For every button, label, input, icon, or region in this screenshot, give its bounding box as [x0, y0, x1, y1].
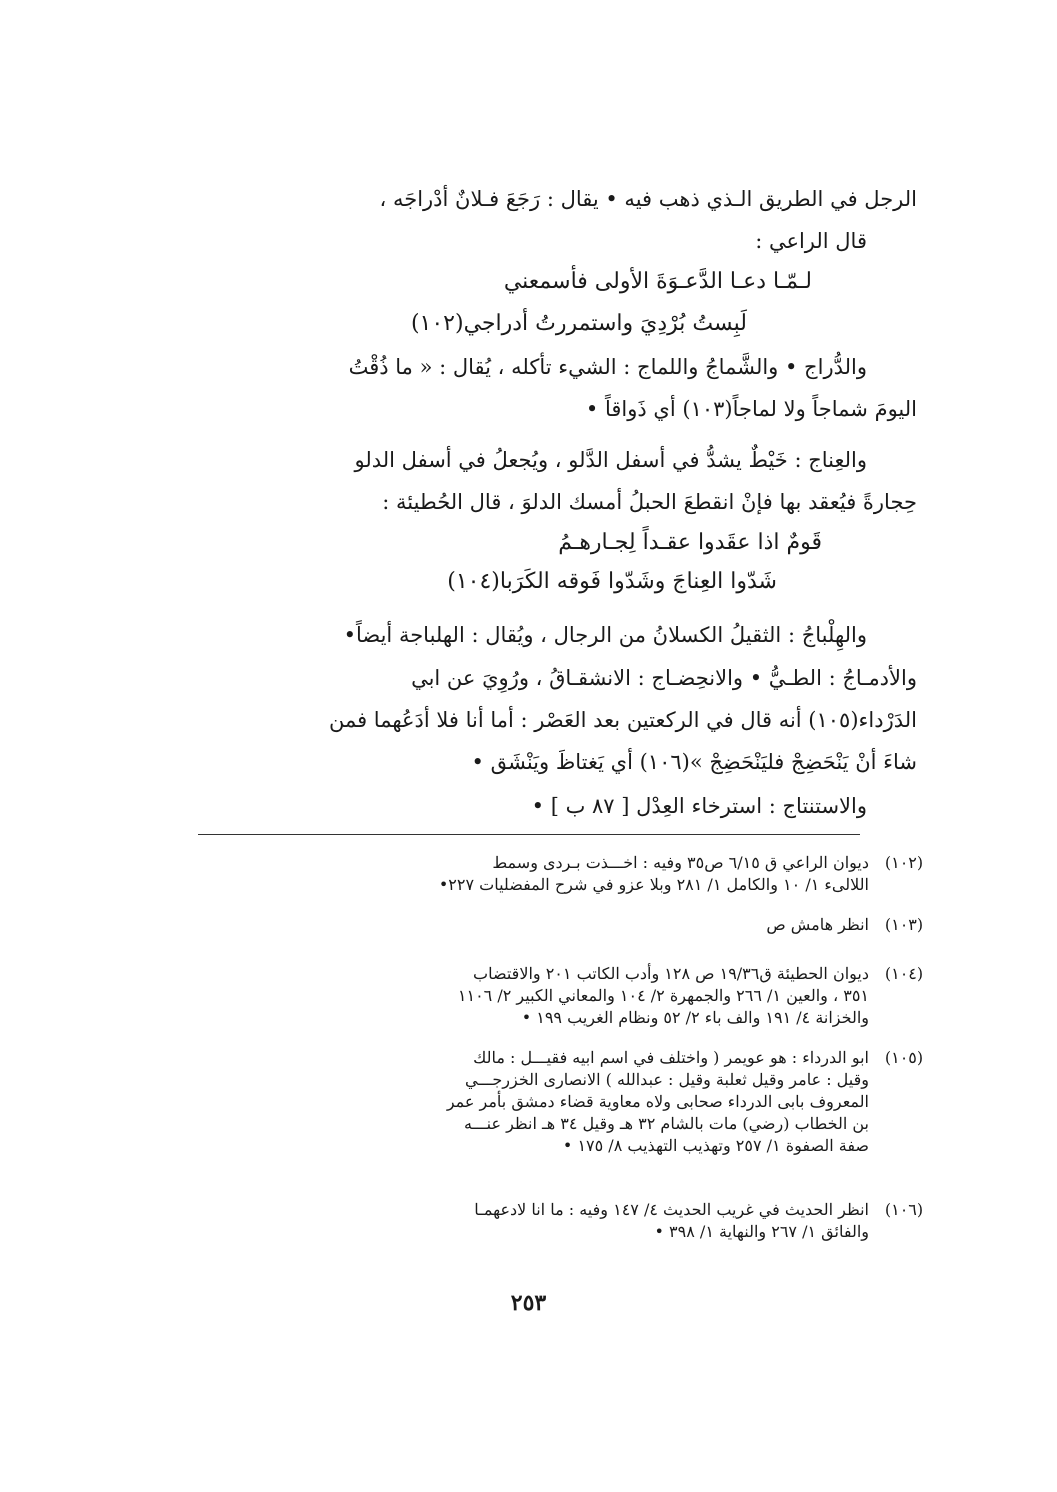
footnote-line: ديوان الحطيئة ق١٩/٣٦ ص ١٢٨ وأدب الكاتب ٢٠١ والاقتضاب — [473, 964, 869, 983]
footnote-text — [190, 852, 869, 896]
footnote-text — [190, 1199, 869, 1243]
body-line: حِجارةً فيُعقد بها فإنْ انقطعَ الحبلُ أمسك الدلوَ ، قال الحُطيئة : — [382, 490, 917, 514]
footnote-line: صفة الصفوة ١/ ٢٥٧ وتهذيب التهذيب ٨/ ١٧٥ • — [562, 1136, 869, 1155]
body-line: والأدمـاجُ : الطـيُّ • والانحِضـاج : الانشقـاقُ ، ورُوِيَ عن ابي — [411, 666, 917, 690]
footnote — [190, 963, 924, 1029]
footnote-line: والخزانة ٤/ ١٩١ والف باء ٢/ ٥٢ ونظام الغريب ١٩٩ • — [521, 1008, 869, 1027]
footnote-line: بن الخطاب (رضي) مات بالشام ٣٢ هـ وقيل ٣٤ هـ انظر عنـــه — [464, 1114, 869, 1133]
footnote-text — [190, 914, 869, 936]
footnote-number: (١٠٥) — [884, 1048, 924, 1067]
footnote — [190, 914, 924, 936]
body-line: اليومَ شماجاً ولا لماجاً(١٠٣) أي ذَواقاً • — [585, 397, 917, 421]
footnote-line: اللالىء ١/ ١٠ والكامل ١/ ٢٨١ وبلا عزو في شرح المفضليات ٢٢٧• — [438, 875, 869, 894]
footnote-number: (١٠٣) — [884, 915, 924, 934]
footnote-text — [190, 963, 869, 1029]
footnote-line: المعروف بابى الدرداء صحابى ولاه معاوية قضاء دمشق بأمر عمر — [446, 1092, 869, 1111]
body-line: والعِناج : خَيْطٌ يشدُّ في أسفل الدَّلو ، ويُجعلُ في أسفل الدلو — [354, 448, 867, 472]
footnote-line: ٣٥١ ، والعين ١/ ٢٦٦ والجمهرة ٢/ ١٠٤ والمعاني الكبير ٢/ ١١٠٦ — [457, 986, 869, 1005]
footnote — [190, 1047, 924, 1157]
footnote-line: والفائق ١/ ٢٦٧ والنهاية ١/ ٣٩٨ • — [654, 1222, 869, 1241]
verse-line: لـمّـا دعـا الدَّعـوَةَ الأولى فأسمعني — [503, 269, 812, 294]
footnote-line: انظر الحديث في غريب الحديث ٤/ ١٤٧ وفيه : ما انا لادعهمـا — [474, 1200, 869, 1219]
footnote-separator — [198, 834, 860, 835]
verse-line: قَومٌ اذا عقَدوا عقـداً لِجـارهـمُ — [558, 530, 822, 555]
footnote-number: (١٠٢) — [884, 853, 924, 872]
body-line: شاءَ أنْ يَنْحَضِجْ فليَنْحَضِجْ »(١٠٦) أي يَغتاظَ ويَنْشَق • — [471, 750, 917, 774]
body-line: والاستنتاج : استرخاء العِدْل [ ٨٧ ب ] • — [531, 794, 867, 818]
footnote-line: وقيل : عامر وقيل ثعلبة وقيل : عبدالله ) الانصارى الخزرجـــي — [464, 1070, 869, 1089]
footnote-text — [190, 1047, 869, 1157]
footnote-number: (١٠٤) — [884, 964, 924, 983]
body-line: الدَرْداء(١٠٥) أنه قال في الركعتين بعد العَصْر : أما أنا فلا أدَعُهما فمن — [328, 708, 917, 732]
body-line: والهِلْباجُ : الثقيلُ الكسلانُ من الرجال ، ويُقال : الهلباجة أيضاً• — [343, 623, 867, 647]
footnote — [190, 1199, 924, 1243]
body-line: الرجل في الطريق الـذي ذهب فيه • يقال : رَجَعَ فـلانٌ أدْراجَه ، — [379, 187, 917, 211]
footnote-number: (١٠٦) — [884, 1200, 924, 1219]
footnote-line: ديوان الراعي ق ٦/١٥ ص٣٥ وفيه : اخـــذت بـردى وسمط — [492, 853, 869, 872]
verse-line: شَدّوا العِناجَ وشَدّوا فَوقه الكَرَبا(١٠٤) — [447, 569, 777, 594]
footnote-line: انظر هامش ص — [766, 915, 869, 934]
page-number: ٢٥٣ — [510, 1290, 547, 1316]
body-line: والدُّراج • والشَّماجُ واللماج : الشيء تأكله ، يُقال : « ما ذُقْتُ — [348, 355, 867, 379]
verse-line: لَبِستُ بُرْدِيَ واستمررتُ أدراجي(١٠٢) — [410, 311, 747, 336]
body-line: قال الراعي : — [755, 229, 867, 253]
footnote-line: ابو الدرداء : هو عويمر ( واختلف في اسم ابيه فقيـــل : مالك — [473, 1048, 869, 1067]
footnote — [190, 852, 924, 896]
